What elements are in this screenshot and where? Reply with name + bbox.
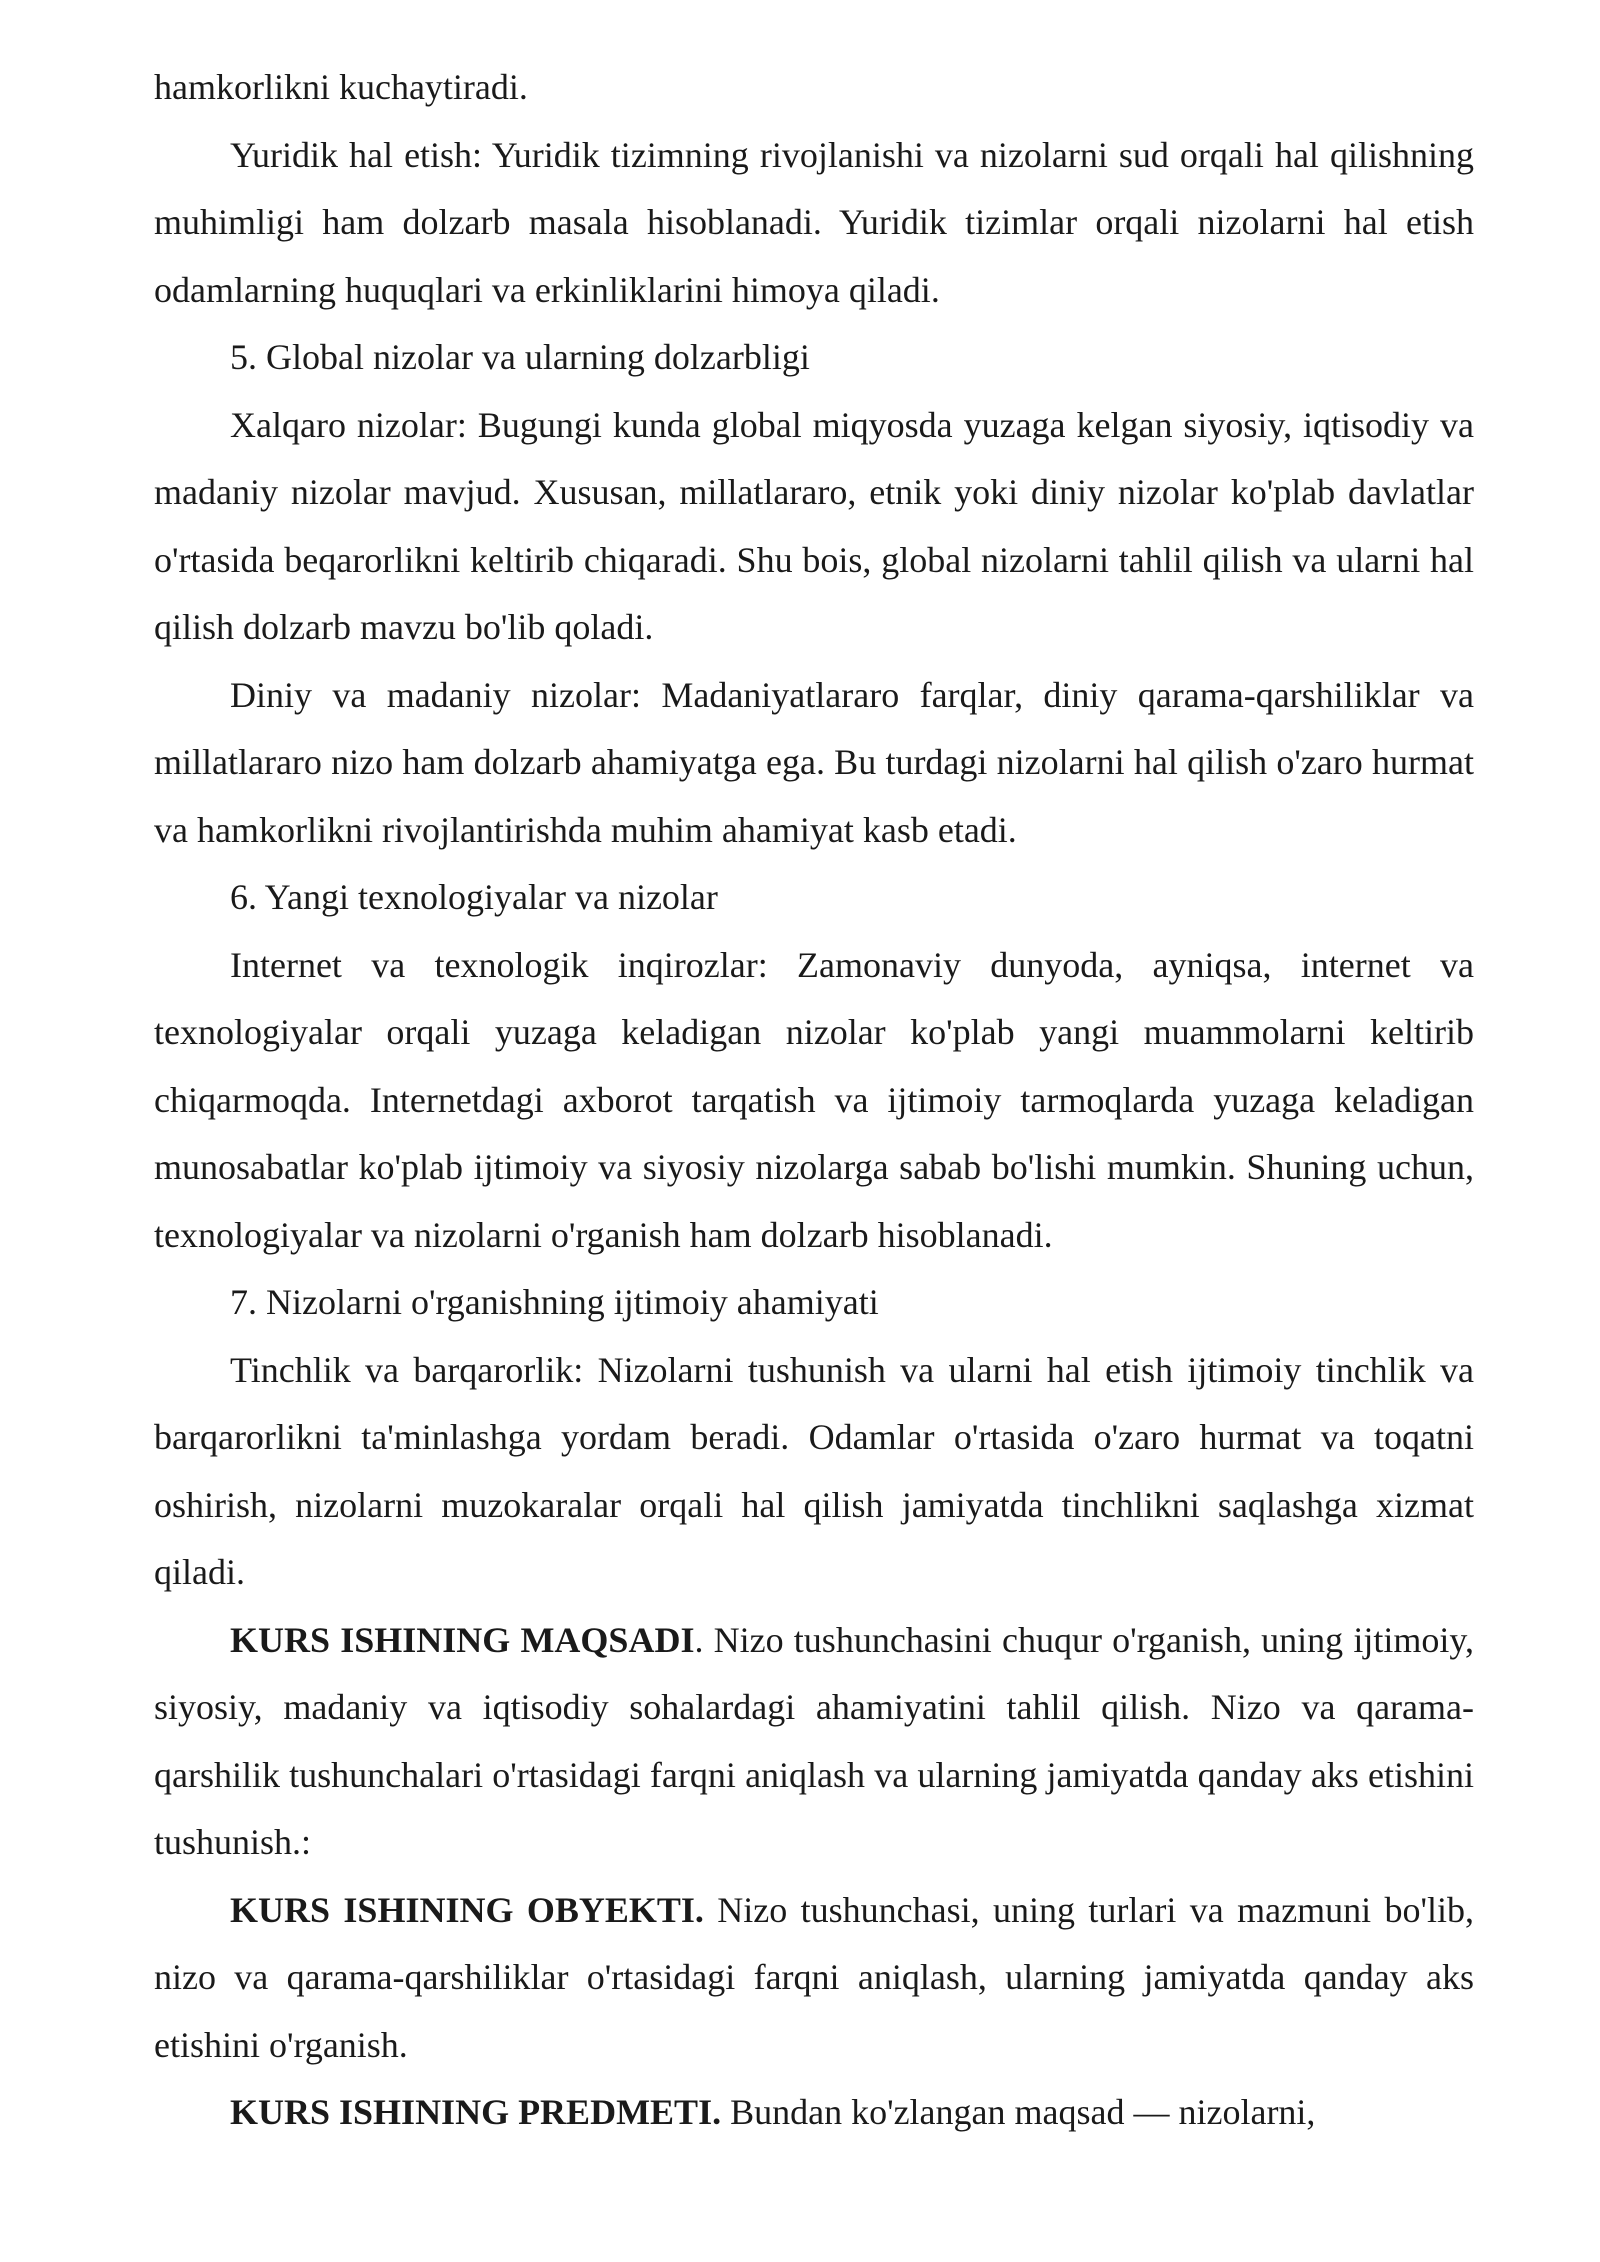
section-heading-5: 5. Global nizolar va ularning dolzarbligi bbox=[230, 337, 810, 377]
section-heading-6: 6. Yangi texnologiyalar va nizolar bbox=[230, 877, 718, 917]
paragraph-kurs-predmeti bbox=[154, 2079, 1474, 2147]
paragraph-kurs-obyekti bbox=[154, 1877, 1474, 2080]
kurs-maqsadi-label: KURS ISHINING MAQSADI bbox=[230, 1619, 695, 1660]
paragraph-continuation: hamkorlikni kuchaytiradi. bbox=[154, 67, 528, 107]
kurs-predmeti-text: Bundan ko'zlangan maqsad — nizolarni, bbox=[721, 2092, 1316, 2132]
kurs-obyekti-label: KURS ISHINING OBYEKTI. bbox=[230, 1889, 704, 1930]
paragraph-diniy-madaniy-nizolar: Diniy va madaniy nizolar: Madaniyatlararo farqlar, diniy qarama-qarshiliklar va millatlararo nizo ham dolzarb ahamiyatga ega. Bu turdagi nizolarni hal qilish o'zaro hurmat va hamkorlikni rivojlantirishda muhim ahamiyat kasb etadi. bbox=[154, 674, 1474, 850]
kurs-obyekti-text: Nizo tushunchasi, uning turlari va mazmuni bo'lib, nizo va qarama-qarshiliklar o'rtasidagi farqni aniqlash, ularning jamiyatda qanday aks etishini o'rganish. bbox=[154, 1889, 1474, 2065]
paragraph-yuridik-hal-etish: Yuridik hal etish: Yuridik tizimning rivojlanishi va nizolarni sud orqali hal qilishning muhimligi ham dolzarb masala hisoblanadi. Yuridik tizimlar orqali nizolarni hal etish odamlarning huquqlari va erkinliklarini himoya qiladi. bbox=[154, 134, 1474, 310]
paragraph-kurs-maqsadi bbox=[154, 1607, 1474, 1877]
section-heading-7: 7. Nizolarni o'rganishning ijtimoiy ahamiyati bbox=[230, 1282, 879, 1322]
kurs-maqsadi-text: . Nizo tushunchasini chuqur o'rganish, uning ijtimoiy, siyosiy, madaniy va iqtisodiy sohalardagi ahamiyatini tahlil qilish. Nizo va qarama-qarshilik tushunchalari o'rtasidagi farqni aniqlash va ularning jamiyatda qanday aks etishini tushunish.: bbox=[154, 1619, 1474, 1862]
document-page bbox=[154, 54, 1474, 2147]
paragraph-xalqaro-nizolar: Xalqaro nizolar: Bugungi kunda global miqyosda yuzaga kelgan siyosiy, iqtisodiy va madaniy nizolar mavjud. Xususan, millatlararo, etnik yoki diniy nizolar ko'plab davlatlar o'rtasida beqarorlikni keltirib chiqaradi. Shu bois, global nizolarni tahlil qilish va ularni hal qilish dolzarb mavzu bo'lib qoladi. bbox=[154, 404, 1474, 647]
paragraph-internet-texnologik: Internet va texnologik inqirozlar: Zamonaviy dunyoda, ayniqsa, internet va texnologiyalar orqali yuzaga keladigan nizolar ko'plab yangi muammolarni keltirib chiqarmoqda. Internetdagi axborot tarqatish va ijtimoiy tarmoqlarda yuzaga keladigan munosabatlar ko'plab ijtimoiy va siyosiy nizolarga sabab bo'lishi mumkin. Shuning uchun, texnologiyalar va nizolarni o'rganish ham dolzarb hisoblanadi. bbox=[154, 944, 1474, 1255]
paragraph-tinchlik-barqarorlik: Tinchlik va barqarorlik: Nizolarni tushunish va ularni hal etish ijtimoiy tinchlik va barqarorlikni ta'minlashga yordam beradi. Odamlar o'rtasida o'zaro hurmat va toqatni oshirish, nizolarni muzokaralar orqali hal qilish jamiyatda tinchlikni saqlashga xizmat qiladi. bbox=[154, 1349, 1474, 1592]
kurs-predmeti-label: KURS ISHINING PREDMETI. bbox=[230, 2092, 722, 2132]
